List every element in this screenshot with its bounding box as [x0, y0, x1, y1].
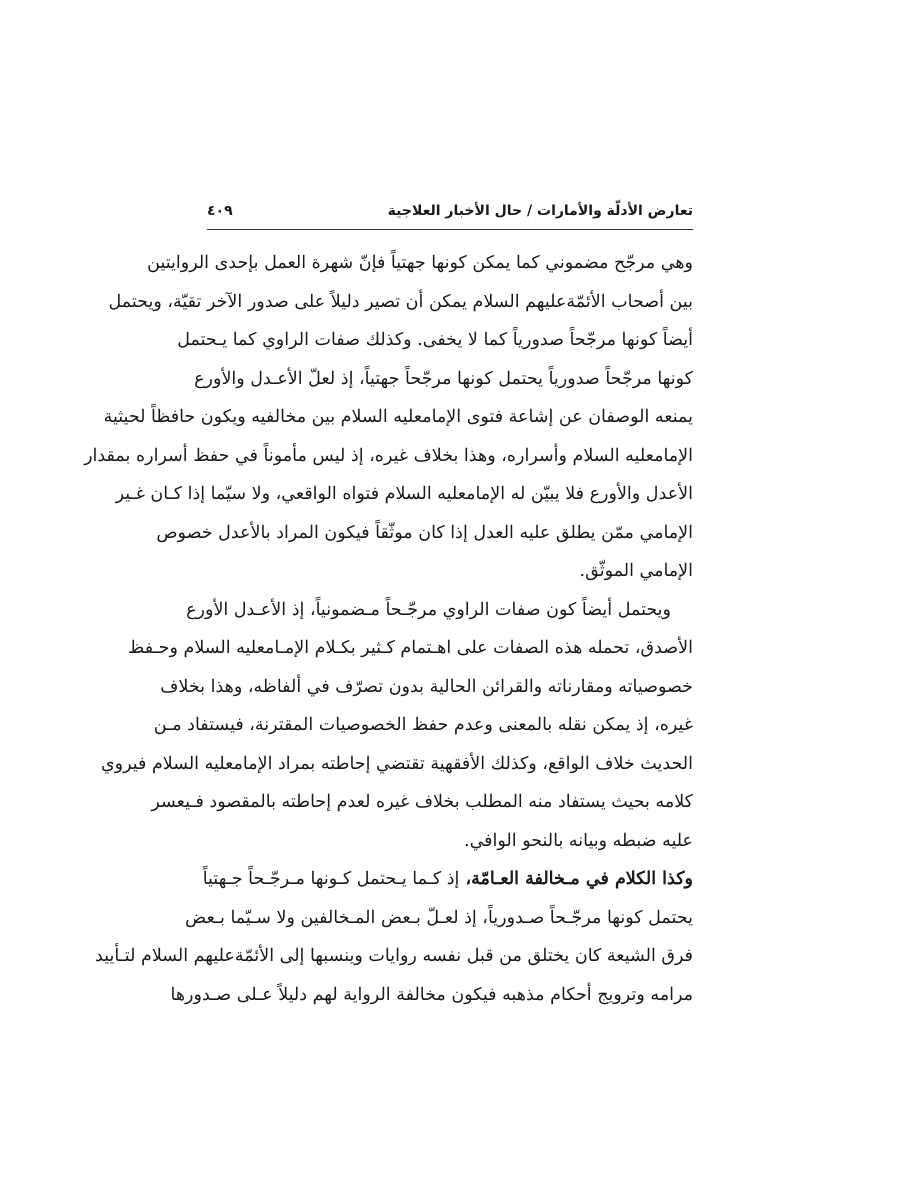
text-line-rest: إذ كـما يـحتمل كـونها مـرجّـحاً جـهتياً — [202, 869, 460, 889]
text-line: وهي مرجّح مضموني كما يمكن كونها جهتياً فإنّ شهرة العمل بإحدى الروايتين — [147, 253, 693, 273]
text-line: كونها مرجّحاً صدورياً يحتمل كونها مرجّحاً جهتياً، إذ لعلّ الأعـدل والأورع — [194, 368, 693, 389]
page-number: ٤٠٩ — [207, 203, 233, 219]
text-line: الأعدل والأورع فلا يبيّن له الإمامعليه السلام فتواه الواقعي، ولا سيّما إذا كـان غـير — [115, 484, 693, 504]
text-line: الإمامي الموثّق. — [579, 561, 693, 581]
text-line: فرق الشيعة كان يختلق من قبل نفسه روايات وينسبها إلى الأئمّةعليهم السلام لتـأييد — [95, 946, 693, 966]
body-text — [84, 244, 693, 1014]
text-line: مرامه وترويج أحكام مذهبه فيكون مخالفة الرواية لهم دليلاً عـلى صـدورها — [170, 984, 693, 1005]
bold-lead-phrase: وكذا الكلام في مـخالفة العـامّة، — [459, 869, 693, 889]
text-line: الحديث خلاف الواقع، وكذلك الأفقهية تقتضي إحاطته بمراد الإمامعليه السلام فيروي — [100, 753, 693, 774]
running-head-title: تعارض الأدلّة والأمارات / حال الأخبار العلاجية — [387, 203, 693, 219]
text-line: كلامه بحيث يستفاد منه المطلب بخلاف غيره لعدم إحاطته بالمقصود فـيعسر — [151, 792, 693, 812]
text-line: عليه ضبطه وبيانه بالنحو الوافي. — [464, 830, 693, 851]
header-rule — [207, 229, 693, 230]
text-line: غيره، إذ يمكن نقله بالمعنى وعدم حفظ الخصوصيات المقترنة، فيستفاد مـن — [153, 715, 693, 735]
text-line: الإمامعليه السلام وأسراره، وهذا بخلاف غيره، إذ ليس مأموناً في حفظ أسراره بمقدار — [84, 445, 693, 466]
text-line: بين أصحاب الأئمّةعليهم السلام يمكن أن تصير دليلاً على صدور الآخر تقيّة، ويحتمل — [108, 291, 693, 312]
running-head — [207, 201, 693, 225]
text-line: أيضاً كونها مرجّحاً صدورياً كما لا يخفى. وكذلك صفات الراوي كما يـحتمل — [177, 330, 693, 350]
text-line: خصوصياته ومقارناته والقرائن الحالية بدون تصرّف في ألفاظه، وهذا بخلاف — [160, 676, 693, 697]
text-line — [202, 860, 693, 899]
text-line: الأصدق، تحمله هذه الصفات على اهـتمام كـثير بكـلام الإمـامعليه السلام وحـفظ — [128, 638, 693, 658]
text-line: يحتمل كونها مرجّـحاً صـدورياً، إذ لعـلّ بـعض المـخالفين ولا سـيّما بـعض — [185, 907, 693, 928]
text-line: الإمامي ممّن يطلق عليه العدل إذا كان موثّقاً فيكون المراد بالأعدل خصوص — [156, 522, 693, 543]
text-line: ويحتمل أيضاً كون صفات الراوي مرجّـحاً مـضمونياً، إذ الأعـدل الأورع — [186, 599, 671, 620]
text-line: يمنعه الوصفان عن إشاعة فتوى الإمامعليه السلام بين مخالفيه ويكون حافظاً لحيثية — [103, 407, 693, 427]
